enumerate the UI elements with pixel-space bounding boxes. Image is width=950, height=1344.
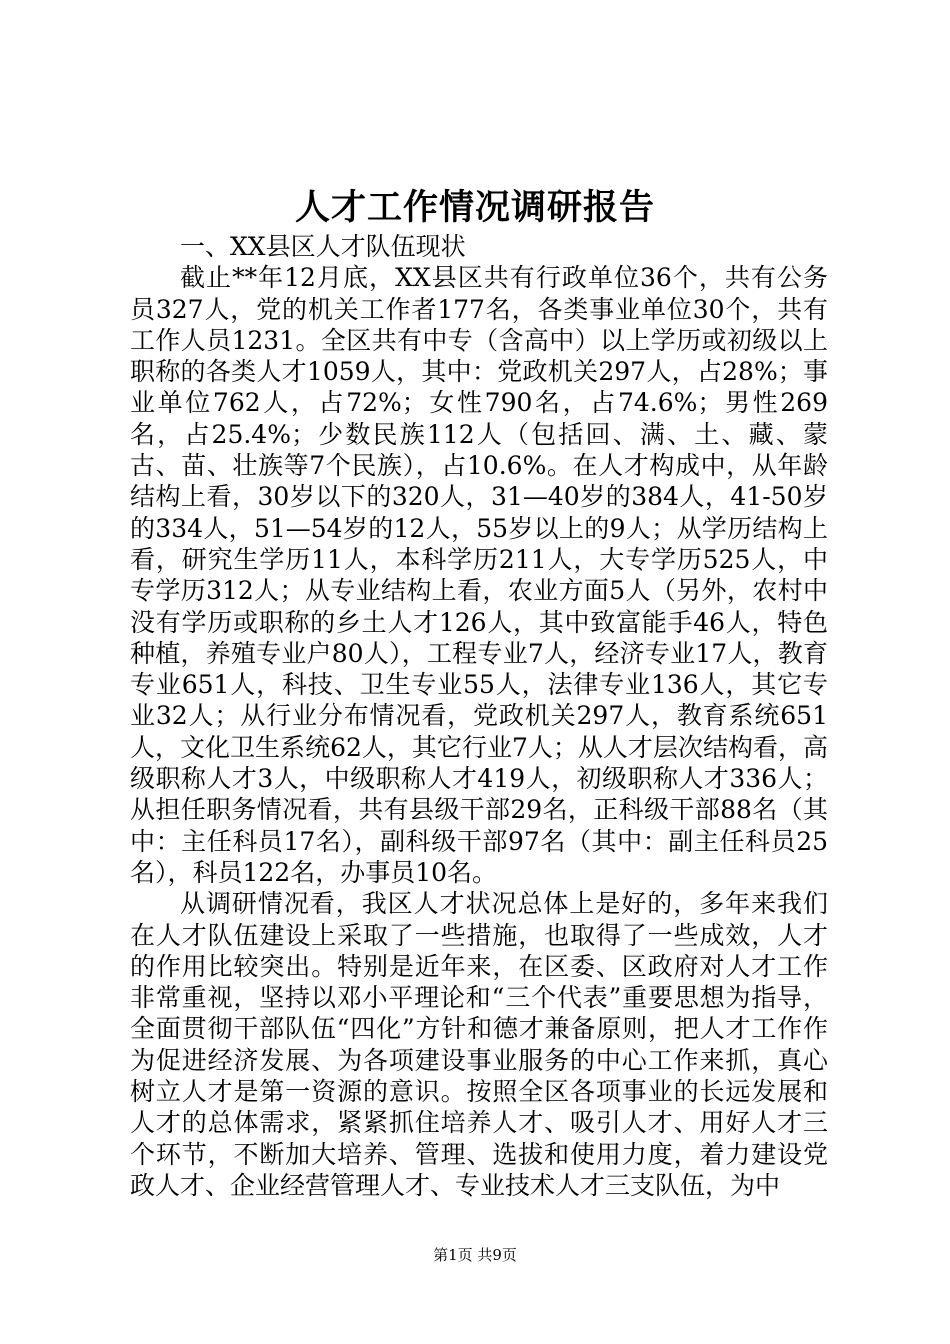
document-body <box>130 231 828 1201</box>
section-heading: 一、XX县区人才队伍现状 <box>180 232 466 261</box>
page-number-footer: 第1页 共9页 <box>433 1246 517 1264</box>
paragraph-statistics: 截止**年12月底，XX县区共有行政单位36个，共有公务员327人，党的机关工作者177名，各类事业单位30个，共有工作人员1231。全区共有中专（含高中）以上学历或初级以上职称的各类人才1059人，其中：党政机关297人，占28%；事业单位762人，占72%；女性790名，占74.6%；男性269名，占25.4%；少数民族112人（包括回、满、土、藏、蒙古、苗、壮族等7个民族），占10.6%。在人才构成中，从年龄结构上看，30岁以下的320人，31—40岁的384人，41-50岁的334人，51—54岁的12人，55岁以上的9人；从学历结构上看，研究生学历11人，本科学历211人，大专学历525人，中专学历312人；从专业结构上看，农业方面5人（另外，农村中没有学历或职称的乡土人才126人，其中致富能手46人，特色种植，养殖专业户80人），工程专业7人，经济专业17人，教育专业651人，科技、卫生专业55人，法律专业136人，其它专业32人；从行业分布情况看，党政机关297人，教育系统651人，文化卫生系统62人，其它行业7人；从人才层次结构看，高级职称人才3人，中级职称人才419人，初级职称人才336人；从担任职务情况看，共有县级干部29名，正科级干部88名（其中：主任科员17名），副科级干部97名（其中：副主任科员25名），科员122名，办事员10名。 <box>130 263 828 887</box>
document-title: 人才工作情况调研报告 <box>294 187 655 228</box>
paragraph-overview: 从调研情况看，我区人才状况总体上是好的，多年来我们在人才队伍建设上采取了一些措施，也取得了一些成效，人才的作用比较突出。特别是近年来，在区委、区政府对人才工作非常重视，坚持以邓小平理论和“三个代表”重要思想为指导，全面贯彻干部队伍“四化”方针和德才兼备原则，把人才工作作为促进经济发展、为各项建设事业服务的中心工作来抓，真心树立人才是第一资源的意识。按照全区各项事业的长远发展和人才的总体需求，紧紧抓住培养人才、吸引人才、用好人才三个环节，不断加大培养、管理、选拔和使用力度，着力建设党政人才、企业经营管理人才、专业技术人才三支队伍，为中 <box>130 889 828 1200</box>
